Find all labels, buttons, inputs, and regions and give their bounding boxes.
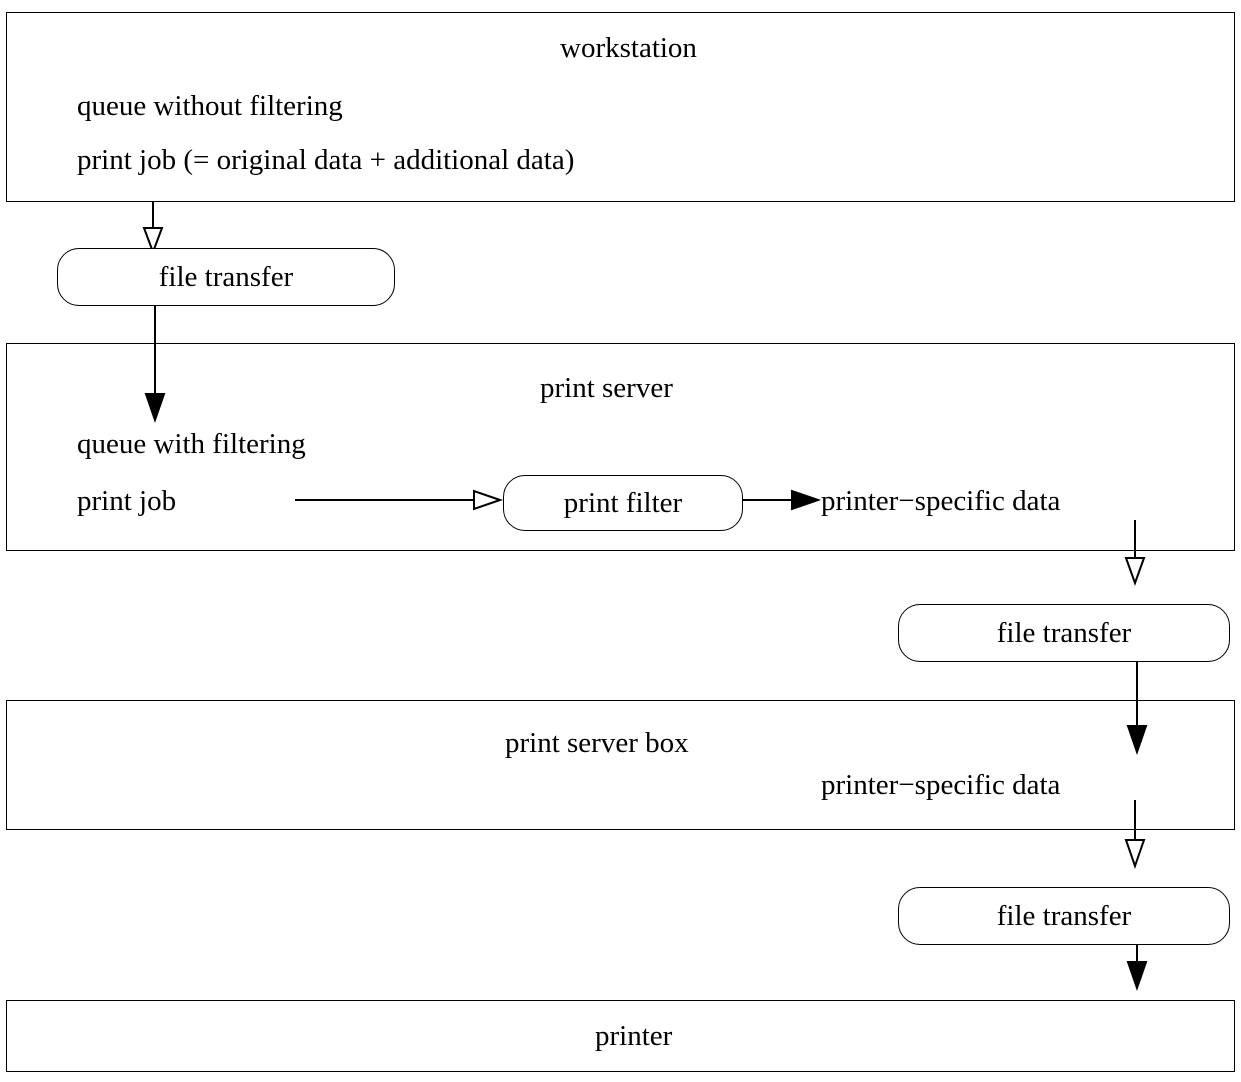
print-server-box-data-label: printer−specific data: [821, 769, 1061, 801]
file-transfer-2[interactable]: [898, 604, 1230, 662]
file-transfer-1-label: file transfer: [158, 260, 294, 293]
file-transfer-2-label: file transfer: [996, 616, 1132, 649]
print-server-box-title: print server box: [505, 727, 689, 759]
print-server-title: print server: [540, 372, 673, 404]
printer-title: printer: [595, 1020, 673, 1052]
file-transfer-3-label: file transfer: [996, 899, 1132, 932]
workstation-queue-label: queue without filtering: [77, 90, 343, 122]
print-filter-label: print filter: [563, 486, 683, 519]
print-server-output-label: printer−specific data: [821, 485, 1061, 517]
workstation-job-label: print job (= original data + additional data): [77, 144, 575, 176]
print-server-queue-label: queue with filtering: [77, 428, 306, 460]
print-filter[interactable]: [503, 475, 743, 531]
file-transfer-3[interactable]: [898, 887, 1230, 945]
workstation-title: workstation: [560, 32, 697, 64]
file-transfer-1[interactable]: [57, 248, 395, 306]
print-server-job-label: print job: [77, 485, 177, 517]
container-print-server-box: [6, 700, 1235, 830]
